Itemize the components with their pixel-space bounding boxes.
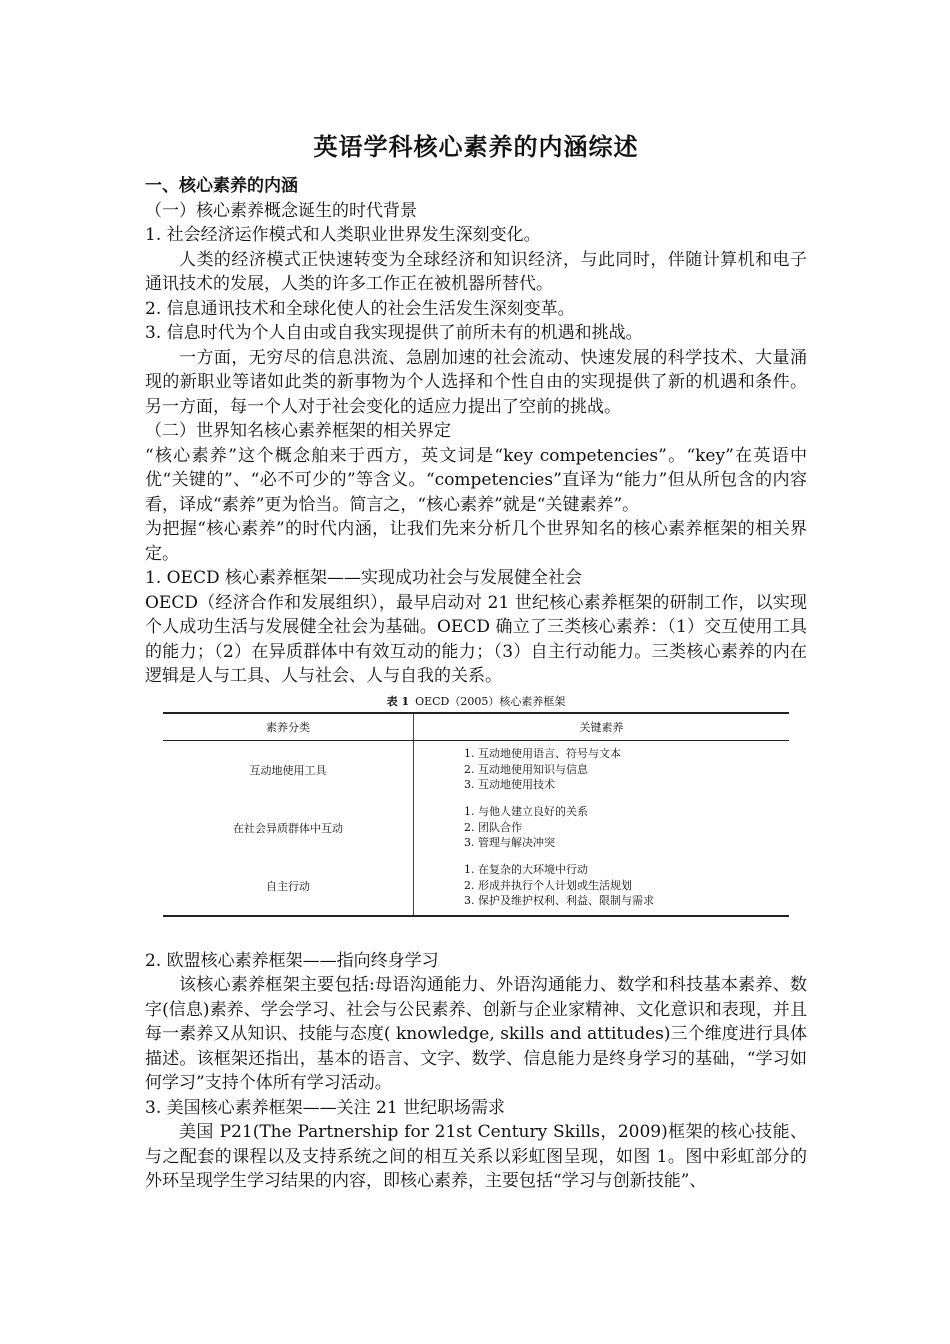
body-paragraph: “核心素养”这个概念舶来于西方，英文词是“key competencies”。“key”在英语中优“关键的”、“必不可少的”等含义。“competencies”直译为“能力”但从所包含的内容看，译成“素养”更为恰当。简言之，“核心素养”就是“关键素养”。: [145, 445, 807, 515]
table-caption-label: 表 1: [386, 694, 410, 708]
body-paragraph: OECD（经济合作和发展组织），最早启动对 21 世纪核心素养框架的研制工作，以实现个人成功生活与发展健全社会为基础。OECD 确立了三类核心素养：（1）交互使用工具的能力；（2）在异质群体中有效互动的能力；（3）自主行动能力。三类核心素养的内在逻辑是人与工具、人与社会、人与自我的关系。: [145, 592, 807, 686]
page-title: 英语学科核心素养的内涵综述: [313, 132, 639, 161]
table-row: [163, 740, 789, 799]
table-item: 3. 管理与解决冲突: [464, 836, 555, 850]
table-cell-items: [414, 740, 790, 799]
document-page: [145, 130, 807, 1194]
table-item: 3. 互动地使用技术: [464, 778, 555, 792]
table-cell-items: [414, 799, 790, 857]
table-item: 2. 互动地使用知识与信息: [464, 762, 588, 776]
table-row: [163, 857, 789, 916]
table-item: 1. 与他人建立良好的关系: [464, 805, 588, 819]
table-header: 素养分类: [163, 713, 414, 741]
body-paragraph: 为把握“核心素养”的时代内涵，让我们先来分析几个世界知名的核心素养框架的相关界定。: [145, 519, 807, 564]
oecd-table: [163, 693, 789, 917]
table-caption: [163, 693, 789, 709]
table-cell-category: 互动地使用工具: [163, 740, 414, 799]
list-point: 3. 美国核心素养框架——关注 21 世纪职场需求: [145, 1097, 506, 1118]
table-item: 1. 在复杂的大环境中行动: [464, 863, 588, 877]
subsection-heading: （二）世界知名核心素养框架的相关界定: [145, 421, 451, 441]
list-point: 2. 信息通讯技术和全球化使人的社会生活发生深刻变革。: [145, 298, 575, 319]
table-item: 1. 互动地使用语言、符号与文本: [464, 747, 621, 761]
section-heading: 一、核心素养的内涵: [145, 176, 298, 196]
table-cell-category: 自主行动: [163, 857, 414, 916]
competency-table: [163, 712, 789, 917]
table-item: 2. 形成并执行个人计划或生活规划: [464, 878, 632, 892]
body-paragraph: 一方面，无穷尽的信息洪流、急剧加速的社会流动、快速发展的科学技术、大量涌现的新职业等诸如此类的新事物为个人选择和个性自由的实现提供了新的机遇和条件。另一方面，每一个人对于社会变化的适应力提出了空前的挑战。: [145, 347, 807, 417]
body-paragraph: 美国 P21(The Partnership for 21st Century Skills，2009)框架的核心技能、与之配套的课程以及支持系统之间的相互关系以彩虹图呈现，如图 1。图中彩虹部分的外环呈现学生学习结果的内容，即核心素养，主要包括“学习与创新技能”、: [145, 1122, 807, 1191]
body-paragraph: 该核心素养框架主要包括:母语沟通能力、外语沟通能力、数学和科技基本素养、数字(信息)素养、学会学习、社会与公民素养、创新与企业家精神、文化意识和表现，并且每一素养又从知识、技能与态度( knowledge, skills and attitudes)三个维度进行具体描述。该框架还指出，基本的语言、文字、数学、信息能力是终身学习的基础，“学习如何学习”支持个体所有学习活动。: [145, 975, 807, 1093]
table-item: 3. 保护及维护权利、利益、限制与需求: [464, 894, 654, 908]
table-caption-title: OECD（2005）核心素养框架: [415, 694, 566, 708]
body-paragraph: 人类的经济模式正快速转变为全球经济和知识经济，与此同时，伴随计算机和电子通讯技术的发展，人类的许多工作正在被机器所替代。: [145, 249, 807, 294]
list-point: 3. 信息时代为个人自由或自我实现提供了前所未有的机遇和挑战。: [145, 323, 643, 343]
table-row: [163, 799, 789, 857]
list-point: 2. 欧盟核心素养框架——指向终身学习: [145, 950, 439, 971]
table-item: 2. 团队合作: [464, 820, 522, 834]
table-cell-category: 在社会异质群体中互动: [163, 799, 414, 857]
table-cell-items: [414, 857, 790, 916]
list-point: 1. OECD 核心素养框架——实现成功社会与发展健全社会: [145, 568, 583, 588]
subsection-heading: （一）核心素养概念诞生的时代背景: [145, 200, 417, 221]
table-header: 关键素养: [414, 713, 790, 741]
list-point: 1. 社会经济运作模式和人类职业世界发生深刻变化。: [145, 225, 541, 245]
